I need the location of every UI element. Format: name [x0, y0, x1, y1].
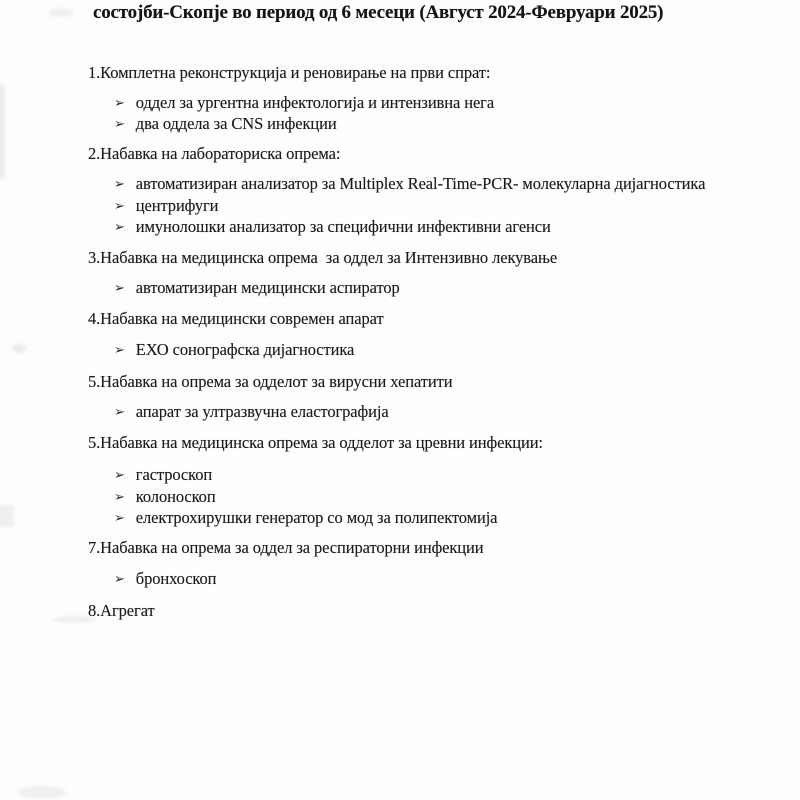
arrow-bullet-icon: ➢ — [114, 177, 125, 192]
scan-artifact — [12, 344, 26, 353]
bullet-text: имунолошки анализатор за специфични инфективни агенси — [135, 217, 551, 236]
scan-artifact — [0, 84, 5, 179]
bullet-text: два оддела за CNS инфекции — [135, 114, 337, 133]
bullet-item — [114, 569, 216, 589]
section-heading: 1.Комплетна реконструкција и реновирање на први спрат: — [88, 63, 491, 82]
arrow-bullet-icon: ➢ — [114, 220, 125, 235]
arrow-bullet-icon: ➢ — [114, 199, 125, 214]
bullet-text: ЕХО сонографска дијагностика — [135, 340, 355, 359]
section-heading: 2.Набавка на лабораториска опрема: — [88, 144, 341, 163]
arrow-bullet-icon: ➢ — [114, 490, 125, 505]
bullet-text: центрифуги — [135, 196, 219, 215]
bullet-item — [114, 508, 497, 528]
bullet-text: бронхоскоп — [135, 569, 217, 588]
bullet-item — [114, 465, 212, 485]
section-heading: 5.Набавка на опрема за одделот за вирусни хепатити — [88, 372, 453, 391]
scan-artifact — [48, 8, 74, 17]
arrow-bullet-icon: ➢ — [114, 96, 125, 111]
section-heading: 8.Агрегат — [88, 601, 155, 620]
section-heading: 3.Набавка на медицинска опрема за оддел за Интензивно лекување — [88, 248, 558, 267]
bullet-text: колоноскоп — [135, 487, 216, 506]
arrow-bullet-icon: ➢ — [114, 117, 125, 132]
bullet-item — [114, 93, 494, 113]
scan-artifact — [52, 616, 96, 623]
bullet-item — [114, 114, 337, 134]
bullet-text: електрохирушки генератор со мод за полипектомија — [135, 508, 498, 527]
bullet-item — [114, 402, 389, 422]
bullet-item — [114, 487, 216, 507]
section-heading: 7.Набавка на опрема за оддел за респираторни инфекции — [88, 538, 484, 557]
arrow-bullet-icon: ➢ — [114, 468, 125, 483]
document-title: состојби-Скопје во период од 6 месеци (Август 2024-Февруари 2025) — [93, 2, 664, 23]
scan-artifact — [0, 505, 14, 527]
bullet-text: оддел за ургентна инфектологија и интензивна нега — [135, 93, 495, 112]
arrow-bullet-icon: ➢ — [114, 343, 125, 358]
arrow-bullet-icon: ➢ — [114, 281, 125, 296]
section-heading: 4.Набавка на медицински современ апарат — [88, 309, 384, 328]
arrow-bullet-icon: ➢ — [114, 405, 125, 420]
scan-artifact — [18, 786, 66, 799]
section-heading: 5.Набавка на медицинска опрема за одделот за цревни инфекции: — [88, 433, 543, 452]
arrow-bullet-icon: ➢ — [114, 511, 125, 526]
bullet-item — [114, 196, 218, 216]
bullet-item — [114, 278, 400, 298]
bullet-item — [114, 340, 354, 360]
bullet-item — [114, 217, 551, 237]
arrow-bullet-icon: ➢ — [114, 572, 125, 587]
bullet-text: апарат за ултразвучна еластографија — [135, 402, 389, 421]
bullet-text: автоматизиран анализатор за Multiplex Real-Time-PCR- молекуларна дијагностика — [135, 174, 706, 193]
bullet-text: гастроскоп — [135, 465, 213, 484]
bullet-item — [114, 174, 705, 194]
bullet-text: автоматизиран медицински аспиратор — [135, 278, 400, 297]
